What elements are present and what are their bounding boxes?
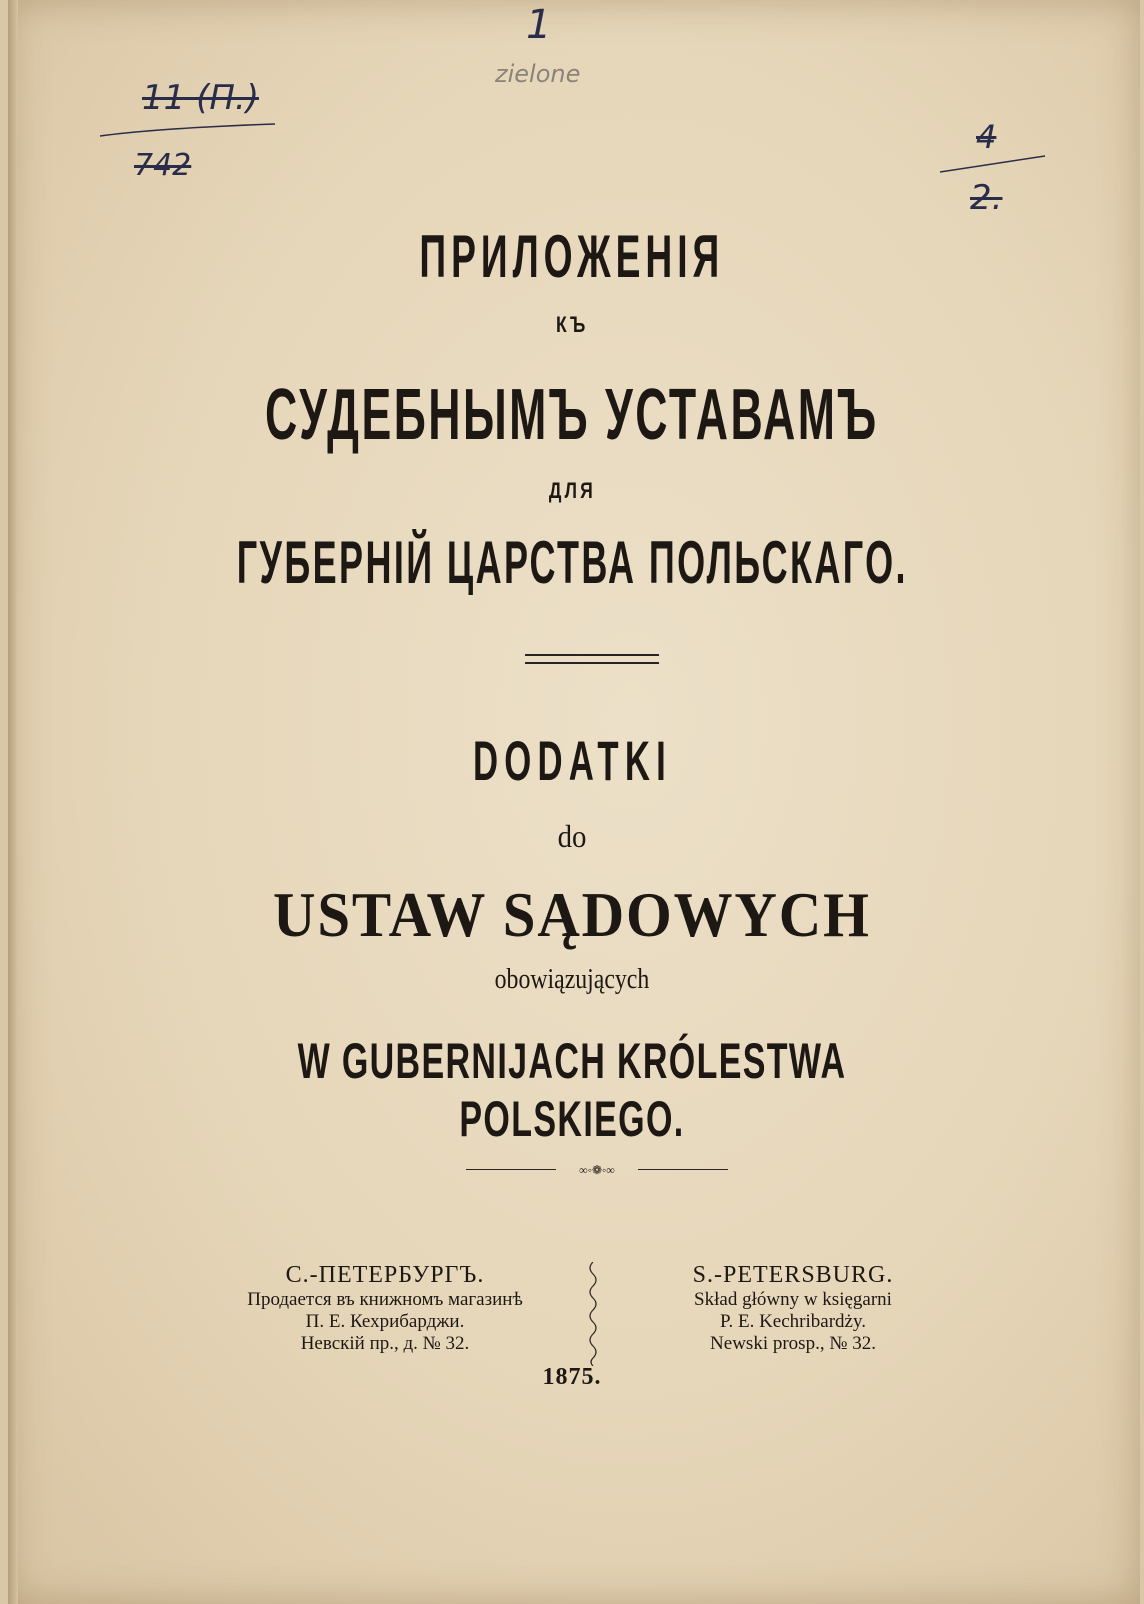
imprint-polish (628, 1262, 958, 1355)
imprint-ru-line3: Невскій пр., д. № 32. (300, 1333, 470, 1354)
imprint-russian (200, 1262, 570, 1355)
shelfmark-sub-annotation: 742 (134, 148, 192, 183)
pl-title-line3: USTAW SĄDOWYCH (273, 879, 871, 950)
wavy-column-divider (585, 1262, 601, 1366)
imprint-ru-city: С.-ПЕТЕРБУРГЪ. (285, 1262, 485, 1288)
pl-title-line5: W GUBERNIJACH KRÓLESTWA POLSKIEGO. (297, 1033, 847, 1147)
shelfmark-annotation: 11 (П.) (142, 78, 259, 118)
imprint-pl-line3: Newski prosp., № 32. (710, 1333, 876, 1354)
handwritten-number: 1 (526, 2, 552, 48)
ru-title-line3: СУДЕБНЫМЪ УСТАВАМЪ (265, 375, 879, 455)
imprint-ru-line2: П. Е. Кехрибарджи. (305, 1311, 465, 1332)
imprint-pl-city: S.-PETERSBURG. (692, 1262, 894, 1288)
imprint-ru-line1: Продается въ книжномъ магазинѣ (247, 1289, 523, 1310)
pl-title-line1: DODATKI (472, 729, 672, 792)
imprint-pl-line2: P. E. Kechribardży. (720, 1311, 866, 1332)
ru-title-line2: КЪ (555, 312, 589, 337)
ru-title-line1: ПРИЛОЖЕНІЯ (419, 223, 725, 290)
fraction-top: 4 (976, 118, 997, 156)
pencil-note: zielone (495, 60, 581, 88)
pl-title-line4: obowiązujących (494, 964, 650, 995)
imprint-pl-line1: Skład główny w księgarni (694, 1289, 892, 1310)
ornament-divider: ∞◦❁◦∞ (466, 1162, 728, 1178)
fraction-bottom: 2. (970, 178, 1003, 218)
pl-title-line2: do (557, 818, 587, 854)
ru-title-line4: ДЛЯ (548, 478, 596, 503)
ru-title-line5: ГУБЕРНІЙ ЦАРСТВА ПОЛЬСКАГО. (236, 529, 908, 596)
publication-year: 1875. (542, 1364, 602, 1390)
russian-title-block (0, 222, 1144, 291)
fraction-line (940, 150, 1050, 180)
shelfmark-underline (100, 120, 280, 142)
double-rule-divider (525, 654, 659, 664)
